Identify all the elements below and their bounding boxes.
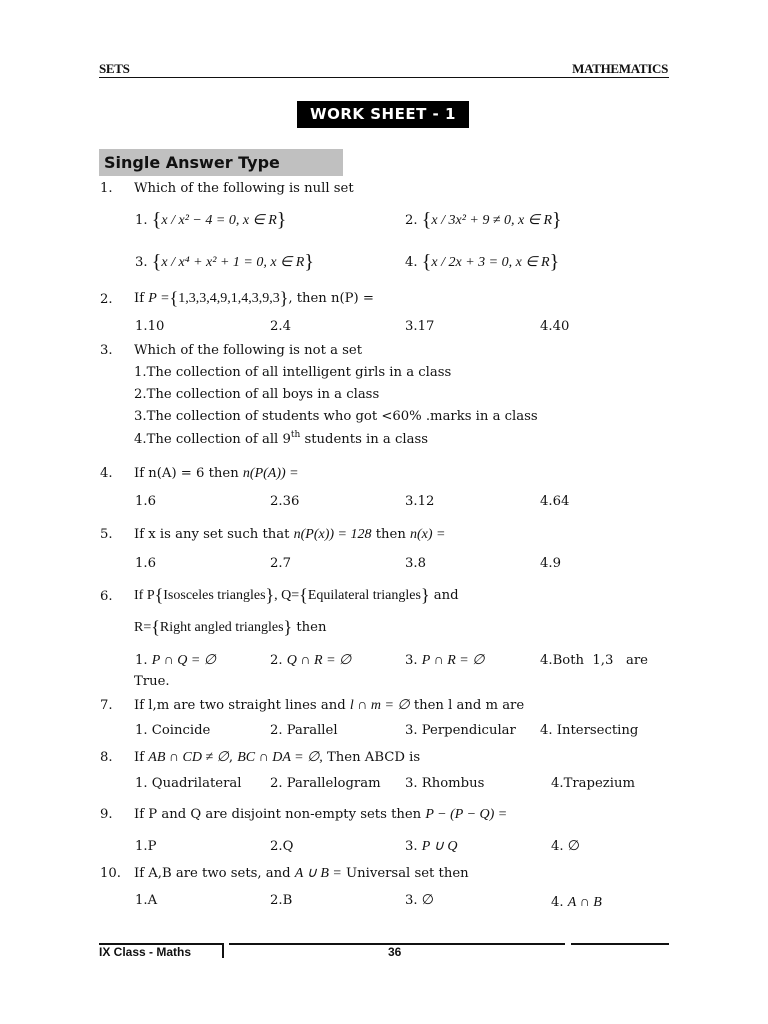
header-subject: SETS (99, 61, 130, 76)
option: 3.17 (405, 319, 435, 334)
math-expression: x / x⁴ + x² + 1 = 0, x ∈ R (161, 255, 305, 270)
question-text: If P{Isosceles triangles}, Q={Equilateral triangles} and (134, 585, 459, 605)
math-expression: x / 2x + 3 = 0, x ∈ R (431, 255, 550, 270)
question-text: Which of the following is not a set (134, 343, 362, 358)
option-number: 2. (405, 213, 418, 228)
option: 3.8 (405, 556, 426, 571)
option: 3. Rhombus (405, 776, 485, 791)
option: 2. Parallel (270, 723, 338, 738)
option: 3. Perpendicular (405, 723, 516, 738)
option: 3. {x / x⁴ + x² + 1 = 0, x ∈ R} (135, 251, 314, 273)
question-number: 3. (100, 343, 113, 358)
option: 2. Parallelogram (270, 776, 381, 791)
math-expression: P − (P − Q) = (425, 807, 508, 822)
question-text: If A,B are two sets, and A ∪ B = Universal set then (134, 866, 469, 881)
option: 4.The collection of all 9th students in a class (134, 430, 428, 447)
math-expression: ∅ (567, 839, 580, 854)
header-rule (99, 77, 669, 78)
math-expression: x / 3x² + 9 ≠ 0, x ∈ R (431, 213, 553, 228)
question-number: 5. (100, 527, 113, 542)
math-expression: P ∩ R = ∅ (421, 653, 485, 668)
option: 3. ∅ (405, 893, 434, 908)
option: 4. A ∩ B (551, 895, 602, 910)
option: 4. ∅ (551, 839, 580, 854)
question-text: Which of the following is null set (134, 181, 354, 196)
math-expression: 1,3,3,4,9,1,4,3,9,3 (178, 291, 280, 306)
option: 1.6 (135, 494, 156, 509)
footer-class-label: IX Class - Maths (99, 945, 192, 959)
question-text: If AB ∩ CD ≠ ∅, BC ∩ DA = ∅, Then ABCD is (134, 750, 421, 765)
question-number: 10. (100, 866, 121, 881)
option: 1.A (135, 893, 158, 908)
question-number: 8. (100, 750, 113, 765)
option: 1.10 (135, 319, 165, 334)
math-expression: P = (148, 291, 170, 306)
option: 2.7 (270, 556, 291, 571)
footer-rule (571, 943, 669, 945)
option: 3.The collection of students who got <60% .marks in a class (134, 409, 538, 424)
page-number: 36 (388, 945, 402, 959)
math-expression: Q ∩ R = ∅ (286, 653, 352, 668)
option-continuation: True. (134, 674, 170, 689)
math-expression: n(x) = (410, 527, 446, 542)
math-expression: P ∪ Q (421, 839, 458, 854)
math-expression: AB ∩ CD ≠ ∅ (148, 750, 229, 765)
header-course: MATHEMATICS (572, 61, 668, 76)
option: 4.64 (540, 494, 570, 509)
question-text: If P and Q are disjoint non-empty sets then P − (P − Q) = (134, 807, 508, 822)
section-heading: Single Answer Type (99, 149, 343, 176)
footer-divider (222, 943, 224, 958)
option: 1.6 (135, 556, 156, 571)
option: 1. Coincide (135, 723, 211, 738)
option: 2.The collection of all boys in a class (134, 387, 380, 402)
math-expression: BC ∩ DA = ∅, (237, 750, 323, 765)
option: 1.The collection of all intelligent girls in a class (134, 365, 452, 380)
option: 4.40 (540, 319, 570, 334)
question-number: 1. (100, 181, 113, 196)
math-expression: A ∪ B = (294, 866, 342, 881)
option: 2.Q (270, 839, 294, 854)
question-text: If n(A) = 6 then n(P(A)) = (134, 466, 299, 481)
question-text: If l,m are two straight lines and l ∩ m = ∅ then l and m are (134, 698, 525, 713)
option: 3. P ∪ Q (405, 839, 458, 854)
option: 4. Intersecting (540, 723, 639, 738)
question-text: If P ={1,3,3,4,9,1,4,3,9,3}, then n(P) = (134, 288, 374, 308)
question-text: If x is any set such that n(P(x)) = 128 then n(x) = (134, 527, 446, 542)
question-number: 6. (100, 589, 113, 604)
math-expression: l ∩ m = ∅ (349, 698, 410, 713)
math-expression: A ∩ B (567, 895, 602, 910)
math-expression: ∅ (421, 893, 434, 908)
option: 2. Q ∩ R = ∅ (270, 653, 352, 668)
option: 4. {x / 2x + 3 = 0, x ∈ R} (405, 251, 560, 273)
option: 3. P ∩ R = ∅ (405, 653, 485, 668)
math-expression: n(P(A)) = (242, 466, 299, 481)
option-number: 3. (135, 255, 148, 270)
option: 2.4 (270, 319, 291, 334)
option: 1.P (135, 839, 157, 854)
math-expression: P ∩ Q = ∅ (151, 653, 216, 668)
option: 2. {x / 3x² + 9 ≠ 0, x ∈ R} (405, 209, 562, 231)
option: 4.Trapezium (551, 776, 635, 791)
math-expression: n(P(x)) = 128 (293, 527, 372, 542)
question-number: 7. (100, 698, 113, 713)
option-number: 4. (405, 255, 418, 270)
math-expression: x / x² − 4 = 0, x ∈ R (161, 213, 277, 228)
option: 2.B (270, 893, 293, 908)
question-number: 2. (100, 292, 113, 307)
option: 2.36 (270, 494, 300, 509)
worksheet-title: WORK SHEET - 1 (297, 101, 469, 128)
question-text: R={Right angled triangles} then (134, 617, 327, 637)
option: 1. Quadrilateral (135, 776, 242, 791)
question-number: 4. (100, 466, 113, 481)
option: 4.Both 1,3 are (540, 653, 648, 668)
option: 1. P ∩ Q = ∅ (135, 653, 216, 668)
option: 1. {x / x² − 4 = 0, x ∈ R} (135, 209, 287, 231)
question-number: 9. (100, 807, 113, 822)
option: 3.12 (405, 494, 435, 509)
option: 4.9 (540, 556, 561, 571)
option-number: 1. (135, 213, 148, 228)
